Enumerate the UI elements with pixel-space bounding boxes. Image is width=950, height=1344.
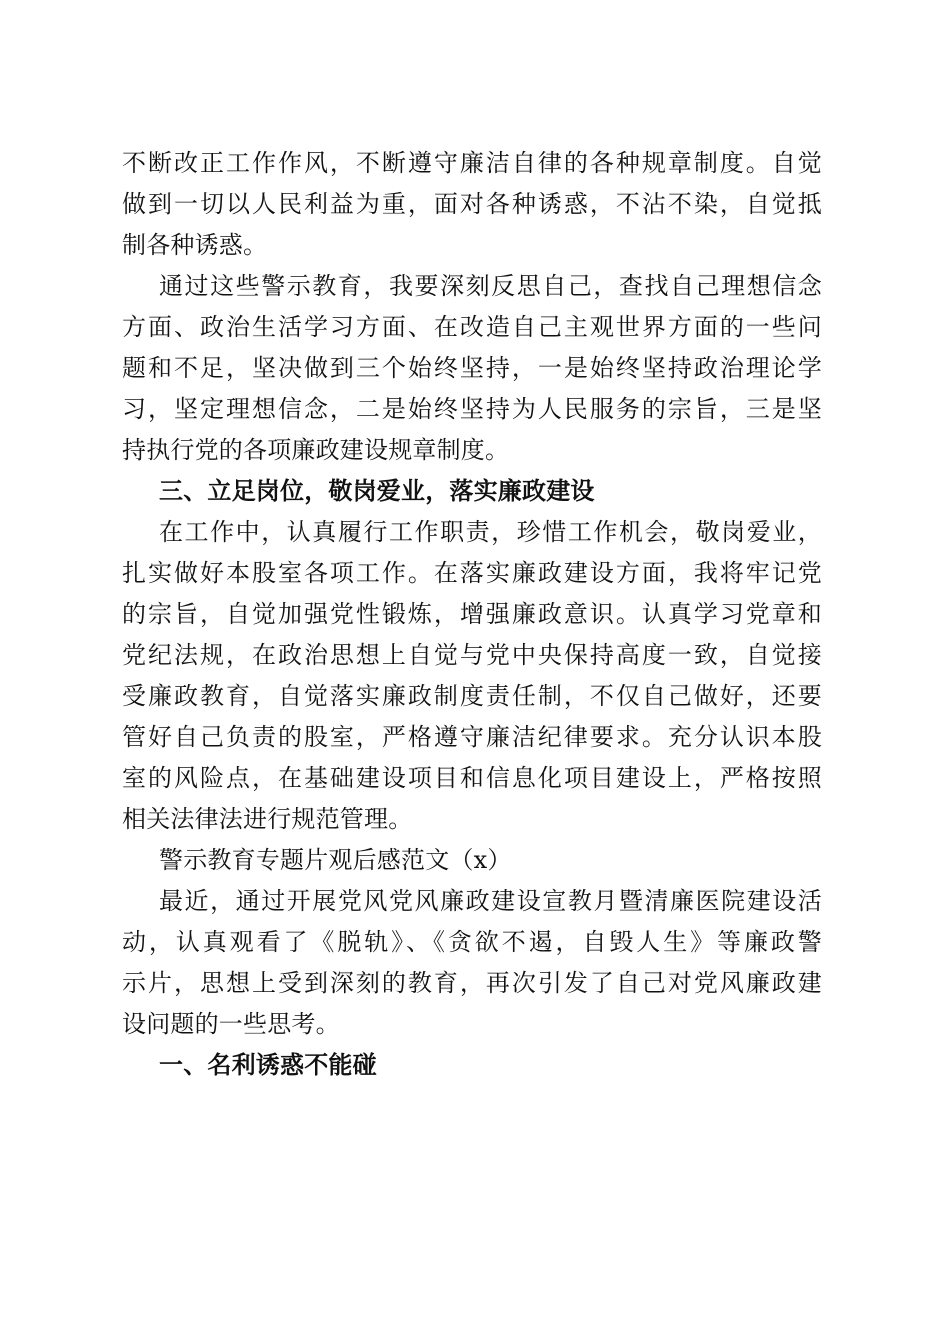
text-line: 制各种诱惑。	[122, 231, 268, 259]
text-line: 做到一切以人民利益为重，面对各种诱惑，不沾不染，自觉抵	[122, 190, 822, 218]
text-line: 题和不足，坚决做到三个始终坚持，一是始终坚持政治理论学	[122, 354, 822, 382]
document-body	[122, 143, 822, 1086]
section-heading: 一、名利诱惑不能碰	[159, 1051, 377, 1079]
text-line: 习，坚定理想信念，二是始终坚持为人民服务的宗旨，三是坚	[122, 395, 822, 423]
text-line: 设问题的一些思考。	[122, 1010, 340, 1038]
text-line: 方面、政治生活学习方面、在改造自己主观世界方面的一些问	[122, 313, 822, 341]
text-line: 最近，通过开展党风党风廉政建设宣教月暨清廉医院建设活	[159, 887, 822, 915]
text-line: 不断改正工作作风，不断遵守廉洁自律的各种规章制度。自觉	[122, 149, 822, 177]
paragraph	[122, 512, 822, 840]
section-heading: 三、立足岗位，敬岗爱业，落实廉政建设	[159, 477, 595, 505]
text-line: 示片，思想上受到深刻的教育，再次引发了自己对党风廉政建	[122, 969, 822, 997]
text-line: 的宗旨，自觉加强党性锻炼，增强廉政意识。认真学习党章和	[122, 600, 822, 628]
paragraph	[122, 881, 822, 1045]
text-line: 室的风险点，在基础建设项目和信息化项目建设上，严格按照	[122, 764, 822, 792]
text-line: 持执行党的各项廉政建设规章制度。	[122, 436, 510, 464]
text-line: 党纪法规，在政治思想上自觉与党中央保持高度一致，自觉接	[122, 641, 822, 669]
paragraph	[122, 143, 822, 266]
text-line: 动，认真观看了《脱轨》、《贪欲不遏，自毁人生》等廉政警	[122, 928, 822, 956]
paragraph	[122, 266, 822, 471]
text-line: 在工作中，认真履行工作职责，珍惜工作机会，敬岗爱业，	[159, 518, 822, 546]
text-line: 扎实做好本股室各项工作。在落实廉政建设方面，我将牢记党	[122, 559, 822, 587]
text-line: 受廉政教育，自觉落实廉政制度责任制，不仅自己做好，还要	[122, 682, 822, 710]
text-line: 通过这些警示教育，我要深刻反思自己，查找自己理想信念	[159, 272, 822, 300]
text-line: 管好自己负责的股室，严格遵守廉洁纪律要求。充分认识本股	[122, 723, 822, 751]
article-subtitle: 警示教育专题片观后感范文（x）	[159, 846, 512, 874]
text-line: 相关法律法进行规范管理。	[122, 805, 413, 833]
